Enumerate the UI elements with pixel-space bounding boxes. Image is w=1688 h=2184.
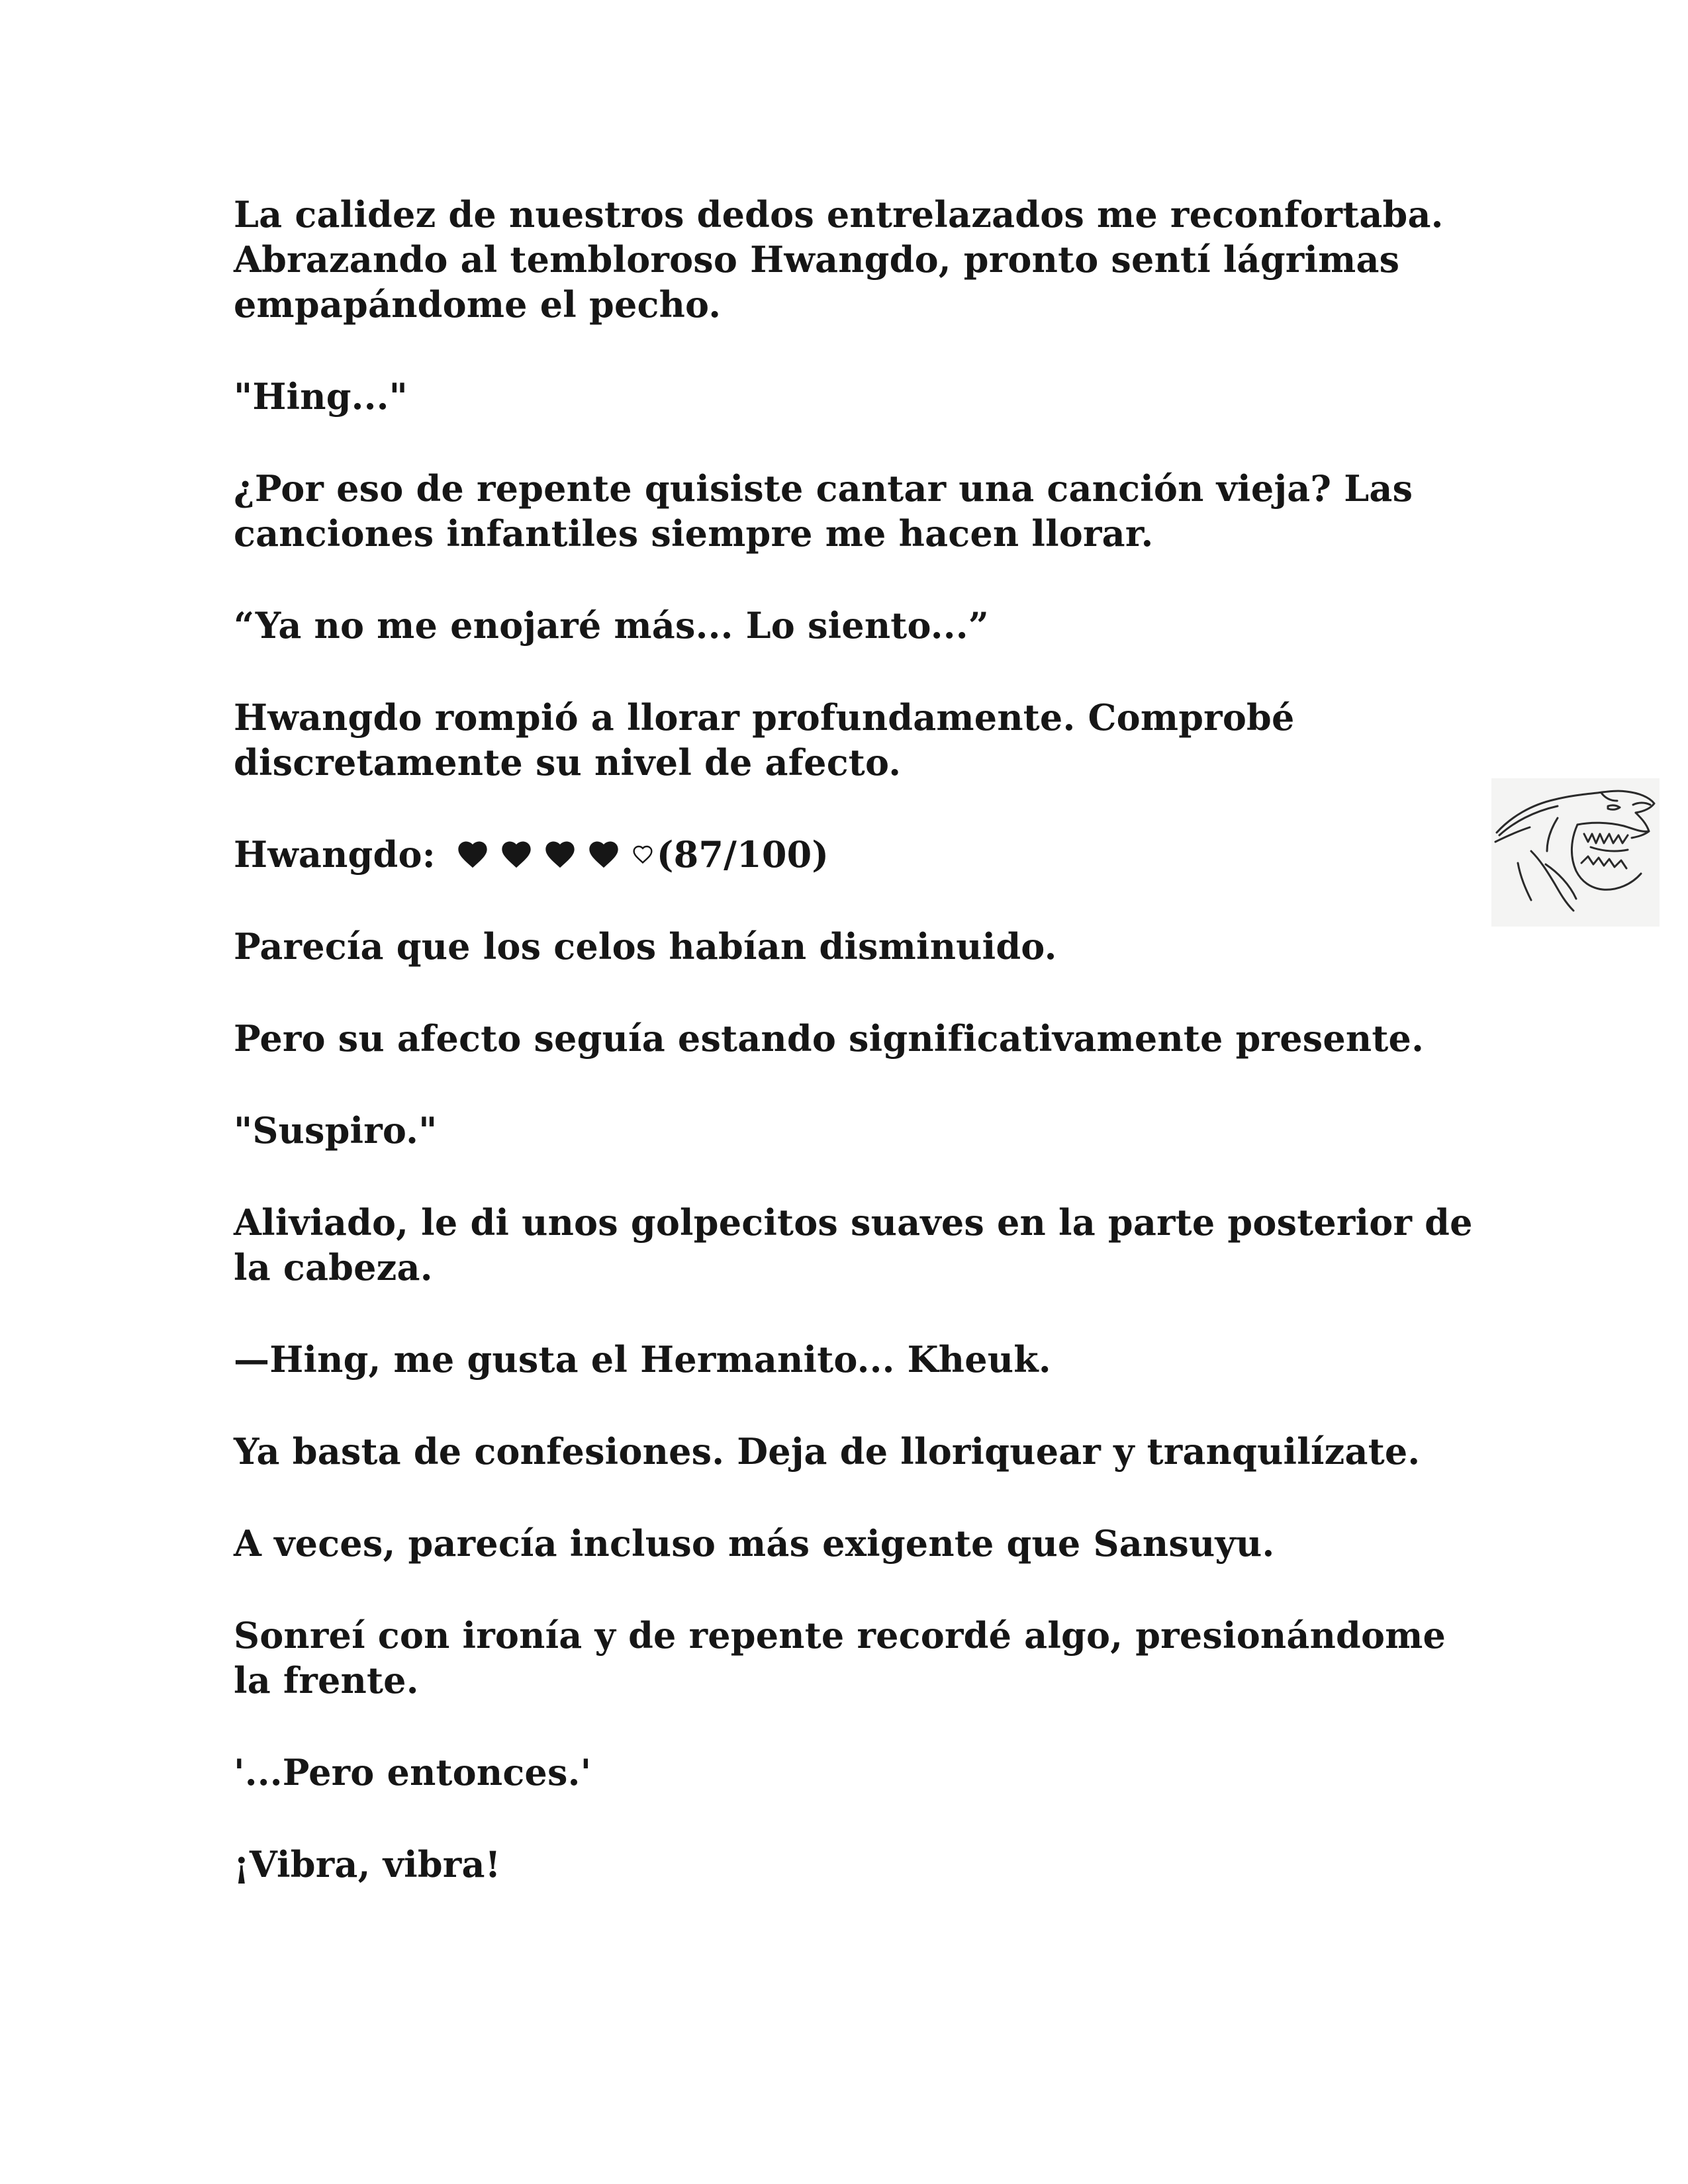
paragraph: Aliviado, le di unos golpecitos suaves en la parte posterior de la cabeza. — [234, 1201, 1473, 1289]
affinity-name: Hwangdo: — [234, 833, 436, 876]
paragraph: "Suspiro." — [234, 1109, 438, 1152]
dinosaur-head-icon — [1491, 778, 1660, 927]
dinosaur-sketch-icon — [1491, 778, 1660, 927]
paragraph: Hwangdo rompió a llorar profundamente. Comprobé discretamente su nivel de afecto. — [234, 696, 1295, 784]
body-text — [234, 192, 1478, 1934]
paragraph: '...Pero entonces.' — [234, 1751, 592, 1794]
paragraph: —Hing, me gusta el Hermanito... Kheuk. — [234, 1338, 1051, 1381]
heart-filled-icon — [454, 837, 491, 872]
paragraph: ¿Por eso de repente quisiste cantar una canción vieja? Las canciones infantiles siempre me hacen llorar. — [234, 467, 1413, 555]
heart-filled-icon — [585, 837, 622, 872]
heart-filled-icon — [498, 837, 535, 872]
heart-outline-icon — [632, 844, 654, 865]
paragraph: Pero su afecto seguía estando significativamente presente. — [234, 1017, 1425, 1060]
affinity-hearts — [454, 837, 657, 872]
affinity-line — [234, 832, 1478, 877]
paragraph: Sonreí con ironía y de repente recordé algo, presionándome la frente. — [234, 1614, 1446, 1702]
paragraph: A veces, parecía incluso más exigente que Sansuyu. — [234, 1522, 1275, 1565]
paragraph: Parecía que los celos habían disminuido. — [234, 925, 1057, 968]
paragraph: “Ya no me enojaré más... Lo siento...” — [234, 604, 989, 647]
affinity-score: (87/100) — [656, 833, 829, 876]
paragraph: ¡Vibra, vibra! — [234, 1843, 501, 1886]
paragraph: La calidez de nuestros dedos entrelazados me reconfortaba. Abrazando al tembloroso Hwangdo, pronto sentí lágrimas empapándome el pecho. — [234, 193, 1444, 326]
paragraph: Ya basta de confesiones. Deja de lloriquear y tranquilízate. — [234, 1430, 1421, 1473]
heart-filled-icon — [541, 837, 579, 872]
paragraph: "Hing..." — [234, 375, 408, 418]
